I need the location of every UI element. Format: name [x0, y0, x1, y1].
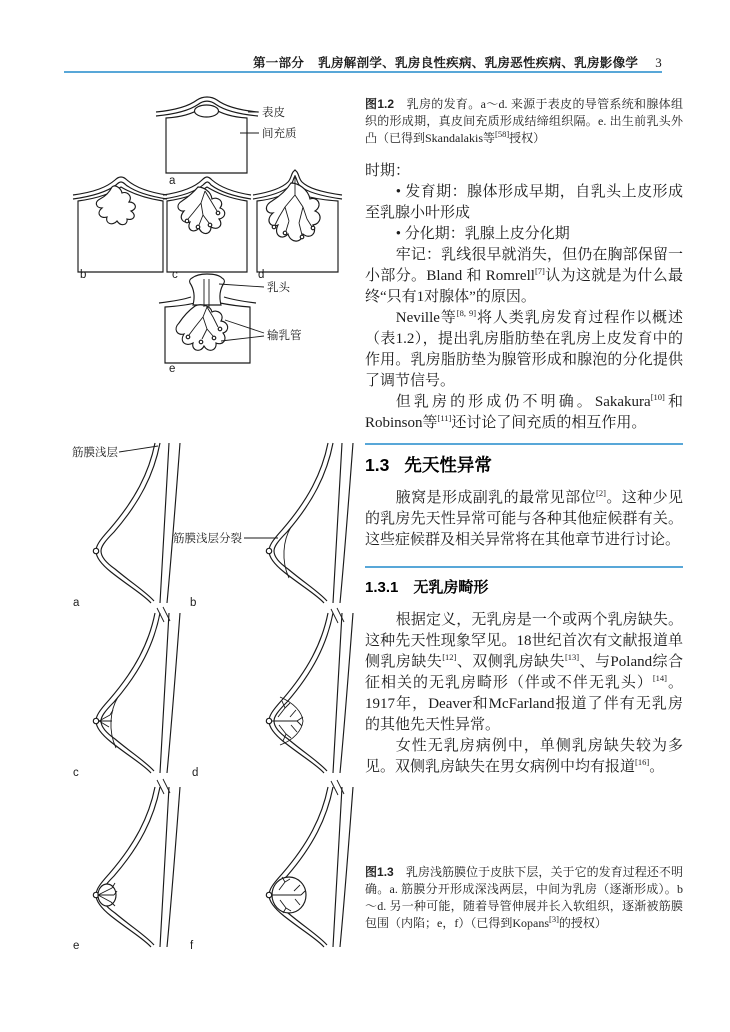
header-title: 乳房解剖学、乳房良性疾病、乳房恶性疾病、乳房影像学 — [318, 56, 639, 70]
fig1-3-panel-f-letter: f — [190, 940, 194, 952]
fig1-3-panel-d-letter: d — [192, 767, 199, 779]
mesenchyme-label: 间充质 — [262, 128, 297, 140]
fig1-3-row-ef — [93, 787, 353, 947]
section-title: 先天性异常 — [404, 455, 492, 475]
fig1-3-row-cd — [93, 613, 353, 773]
fig1-2-panel-e-letter: e — [169, 363, 176, 375]
paragraph-sakakura: 但乳房的形成仍不明确。Sakakura[10]和Robinson等[11]还讨论了间充质的相互作用。 — [365, 392, 683, 431]
paragraph-axilla: 腋窝是形成副乳的最常见部位[2]。这种少见的乳房先天性异常可能与各种其他症候群有关。这些症候群及相关异常将在其他章节进行讨论。 — [365, 488, 683, 548]
paragraph-periods-intro: 时期： — [365, 163, 411, 179]
fig1-2-panel-a-letter: a — [169, 175, 176, 187]
paragraph-female-cases: 女性无乳房病例中，单侧乳房缺失较为多见。双侧乳房缺失在男女病例中均有报道[16]。 — [365, 738, 683, 775]
section-divider — [365, 443, 683, 445]
paragraph-amastia: 根据定义，无乳房是一个或两个乳房缺失。这种先天性现象罕见。18世纪首次有文献报道单侧乳房缺失[12]、双侧乳房缺失[13]、与Poland综合征相关的无乳房畸形（伴或不伴无乳头）[14]。1917年，Deaver和McFarland报道了伴有无乳房的其他先天性异常。 — [365, 612, 683, 733]
fig1-3-row-ab — [93, 443, 353, 603]
fig1-2-panel-e — [159, 274, 302, 375]
bullet-development-period: • 发育期：腺体形成早期，自乳头上皮形成至乳腺小叶形成 — [365, 184, 683, 221]
bullet-differentiation-period: • 分化期：乳腺上皮分化期 — [395, 226, 570, 242]
text-column — [365, 96, 683, 932]
section-number: 1.3 — [365, 455, 390, 475]
fascia-split-label: 筋膜浅层分裂 — [173, 533, 242, 545]
fig1-3-panel-c-letter: c — [73, 767, 79, 779]
section-heading-1-3 — [365, 454, 683, 476]
break-marks — [157, 779, 344, 795]
page-header — [64, 53, 662, 71]
subsection-title: 无乳房畸形 — [413, 579, 489, 596]
header-rule — [64, 71, 662, 73]
fig1-3-panel-a-letter: a — [73, 597, 80, 609]
figure-1-2-caption: 图1.2 乳房的发育。a～d. 来源于表皮的导管系统和腺体组织的形成期，真皮间充质形成结缔组织隔。e. 出生前乳头外凸（已得到Skandalakis等[58]授权） — [365, 97, 683, 145]
fig1-2-panel-d — [253, 170, 342, 281]
fig1-3-panel-b-letter: b — [190, 597, 197, 609]
fig1-2-panel-a — [156, 97, 297, 187]
fig1-3-panel-e-letter: e — [73, 940, 80, 952]
paragraph-milk-line: 牢记：乳线很早就消失，但仍在胸部保留一小部分。Bland 和 Romrell[7]认为这就是为什么最终“只有1对腺体”的原因。 — [365, 247, 683, 305]
fig1-2-panel-b-letter: b — [80, 269, 87, 281]
fig1-2-panel-c — [163, 177, 251, 281]
nipple-label: 乳头 — [267, 282, 290, 294]
figure-1-2-illustration — [55, 95, 355, 385]
section-heading-1-3-1 — [365, 577, 683, 598]
header-part-label: 第一部分 — [252, 56, 305, 70]
figure-1-3-illustration — [38, 432, 358, 962]
break-marks — [157, 607, 344, 623]
figure-1-3-caption: 图1.3 乳房浅筋膜位于皮肤下层，关于它的发育过程还不明确。a. 筋膜分开形成深浅两层，中间为乳房（逐渐形成）。b～d. 另一种可能，随着导管伸展并长入软组织，逐渐被筋膜包围（内陷；e，f）（已得到Kopans[3]的授权） — [365, 865, 683, 930]
subsection-divider — [365, 566, 683, 568]
fig1-2-panel-b — [73, 177, 167, 281]
epidermis-label: 表皮 — [262, 107, 285, 119]
subsection-number: 1.3.1 — [365, 579, 399, 596]
fig1-2-panel-c-letter: c — [172, 269, 178, 281]
fascia-superficial-label: 筋膜浅层 — [72, 447, 118, 459]
lactiferous-ducts-label: 输乳管 — [267, 330, 302, 342]
page-number: 3 — [655, 55, 662, 70]
paragraph-neville: Neville等[8, 9]将人类乳房发育过程作以概述（表1.2），提出乳房脂肪垫在乳房上皮发育中的作用。乳房脂肪垫为腺管形成和腺泡的分化提供了调节信号。 — [365, 308, 683, 389]
fig1-2-panel-d-letter: d — [258, 269, 265, 281]
